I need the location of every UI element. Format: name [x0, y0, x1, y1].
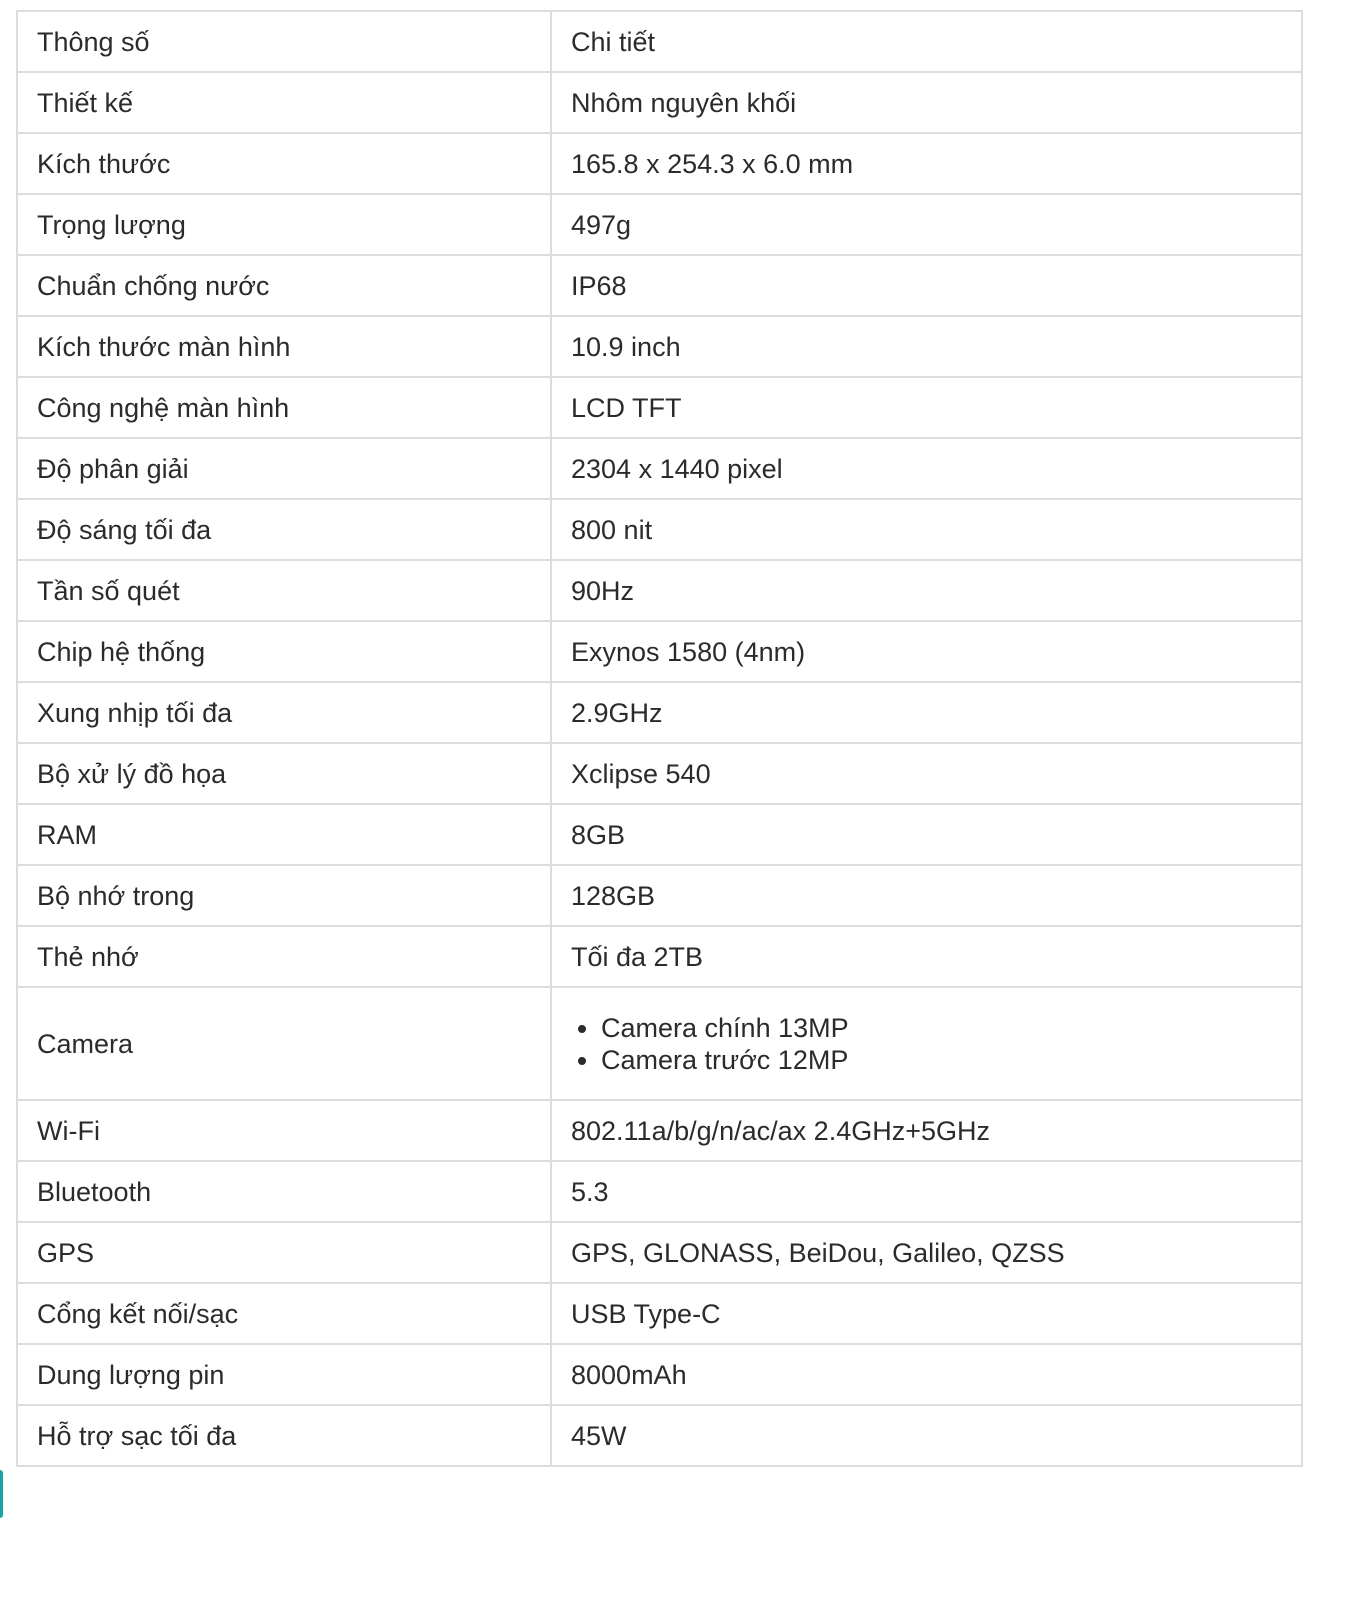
spec-value: 2304 x 1440 pixel [551, 438, 1302, 499]
spec-name: Chuẩn chống nước [17, 255, 551, 316]
spec-value: IP68 [551, 255, 1302, 316]
spec-value: 10.9 inch [551, 316, 1302, 377]
table-row [17, 72, 1302, 133]
spec-name: Bộ nhớ trong [17, 865, 551, 926]
spec-name: Bluetooth [17, 1161, 551, 1222]
spec-value: 2.9GHz [551, 682, 1302, 743]
table-row [17, 133, 1302, 194]
table-row [17, 316, 1302, 377]
spec-name: Kích thước [17, 133, 551, 194]
spec-value: 497g [551, 194, 1302, 255]
table-row [17, 1100, 1302, 1161]
spec-name: Tần số quét [17, 560, 551, 621]
spec-value: 8GB [551, 804, 1302, 865]
spec-value: Nhôm nguyên khối [551, 72, 1302, 133]
spec-value: 45W [551, 1405, 1302, 1466]
spec-name: Thiết kế [17, 72, 551, 133]
spec-value: 128GB [551, 865, 1302, 926]
table-row [17, 255, 1302, 316]
table-row [17, 1222, 1302, 1283]
table-row [17, 865, 1302, 926]
spec-value: USB Type-C [551, 1283, 1302, 1344]
table-header-row [17, 11, 1302, 72]
table-row [17, 987, 1302, 1100]
spec-name: Độ phân giải [17, 438, 551, 499]
spec-name: Xung nhịp tối đa [17, 682, 551, 743]
spec-name: Hỗ trợ sạc tối đa [17, 1405, 551, 1466]
spec-value: 800 nit [551, 499, 1302, 560]
header-value-cell: Chi tiết [551, 11, 1302, 72]
spec-value: LCD TFT [551, 377, 1302, 438]
spec-value: 165.8 x 254.3 x 6.0 mm [551, 133, 1302, 194]
spec-value: 5.3 [551, 1161, 1302, 1222]
spec-name: Camera [17, 987, 551, 1100]
header-name-cell: Thông số [17, 11, 551, 72]
table-row [17, 1405, 1302, 1466]
spec-value: Tối đa 2TB [551, 926, 1302, 987]
spec-value: Exynos 1580 (4nm) [551, 621, 1302, 682]
spec-value: Xclipse 540 [551, 743, 1302, 804]
table-row [17, 560, 1302, 621]
table-row [17, 621, 1302, 682]
spec-name: Bộ xử lý đồ họa [17, 743, 551, 804]
table-row [17, 499, 1302, 560]
table-row [17, 926, 1302, 987]
spec-value: 802.11a/b/g/n/ac/ax 2.4GHz+5GHz [551, 1100, 1302, 1161]
spec-name: Công nghệ màn hình [17, 377, 551, 438]
spec-value [551, 987, 1302, 1100]
table-row [17, 438, 1302, 499]
spec-name: Wi-Fi [17, 1100, 551, 1161]
table-row [17, 194, 1302, 255]
spec-name: Độ sáng tối đa [17, 499, 551, 560]
edge-marker [0, 1470, 3, 1518]
table-row [17, 682, 1302, 743]
spec-table [16, 10, 1303, 1467]
spec-value: GPS, GLONASS, BeiDou, Galileo, QZSS [551, 1222, 1302, 1283]
list-item: • Camera chính 13MP [601, 1012, 1301, 1044]
spec-value: 90Hz [551, 560, 1302, 621]
spec-name: Chip hệ thống [17, 621, 551, 682]
table-row [17, 1161, 1302, 1222]
spec-name: Cổng kết nối/sạc [17, 1283, 551, 1344]
table-row [17, 1283, 1302, 1344]
spec-name: Trọng lượng [17, 194, 551, 255]
camera-list [571, 1012, 1301, 1076]
table-row [17, 743, 1302, 804]
table-row [17, 804, 1302, 865]
spec-name: Dung lượng pin [17, 1344, 551, 1405]
spec-name: Kích thước màn hình [17, 316, 551, 377]
spec-name: Thẻ nhớ [17, 926, 551, 987]
spec-value: 8000mAh [551, 1344, 1302, 1405]
table-row [17, 377, 1302, 438]
list-item: • Camera trước 12MP [601, 1044, 1301, 1076]
spec-name: RAM [17, 804, 551, 865]
table-row [17, 1344, 1302, 1405]
spec-name: GPS [17, 1222, 551, 1283]
